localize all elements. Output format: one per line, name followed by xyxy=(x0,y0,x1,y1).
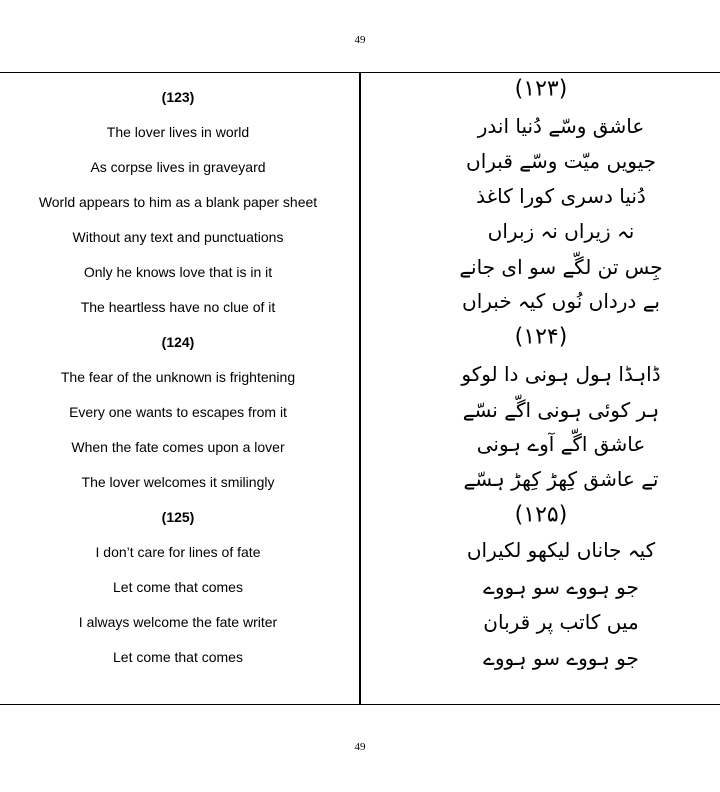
verse-line: Let come that comes xyxy=(113,649,243,665)
verse-line: میں کاتب پر قربان xyxy=(483,610,639,634)
bottom-rule xyxy=(0,704,720,705)
verse-line: World appears to him as a blank paper sheet xyxy=(38,194,318,210)
verse-line: ڈاہڈا ہول ہونی دا لوکو xyxy=(461,362,661,386)
page-number-top: 49 xyxy=(354,34,366,46)
verse-line: When the fate comes upon a lover xyxy=(71,439,285,455)
verse-line: I don’t care for lines of fate xyxy=(95,544,261,560)
verse-line: Every one wants to escapes from it xyxy=(69,404,287,420)
stanza-number: (۱۲۳) xyxy=(514,76,568,102)
verse-line: The lover lives in world xyxy=(106,124,250,140)
verse-line: عاشق اگّے آوے ہونی xyxy=(476,432,646,456)
column-divider xyxy=(359,72,361,705)
verse-line: Without any text and punctuations xyxy=(72,229,284,245)
verse-line: جو ہووے سو ہووے xyxy=(483,646,639,670)
verse-line: The fear of the unknown is frightening xyxy=(60,369,296,385)
stanza-number: (125) xyxy=(161,509,195,525)
verse-line: جیویں میّت وسّے قبراں xyxy=(466,149,656,173)
verse-line: The heartless have no clue of it xyxy=(80,299,276,315)
stanza-number: (124) xyxy=(161,334,195,350)
verse-line: تے عاشق کِھڑ کِھڑ ہسّے xyxy=(463,467,659,491)
stanza-number: (123) xyxy=(161,89,195,105)
page-number-bottom: 49 xyxy=(354,741,366,753)
verse-line: Only he knows love that is in it xyxy=(83,264,273,280)
stanza-number: (۱۲۵) xyxy=(514,502,568,528)
verse-line: کیہ جاناں لیکھو لکیراں xyxy=(466,538,656,562)
verse-line: عاشق وسّے دُنیا اندر xyxy=(477,114,645,138)
verse-line: نہ زیراں نہ زبراں xyxy=(487,219,635,243)
verse-line: As corpse lives in graveyard xyxy=(90,159,266,175)
verse-line: I always welcome the fate writer xyxy=(78,614,278,630)
verse-line: بے درداں نُوں کیہ خبراں xyxy=(462,289,660,313)
verse-line: جِس تن لگّے سو ای جانے xyxy=(459,255,663,279)
stanza-number: (۱۲۴) xyxy=(514,324,568,350)
verse-line: Let come that comes xyxy=(113,579,243,595)
verse-line: دُنیا دسری کورا کاغذ xyxy=(476,184,646,208)
verse-line: ہر کوئی ہونی اگّے نسّے xyxy=(462,398,660,422)
verse-line: جو ہووے سو ہووے xyxy=(483,575,639,599)
verse-line: The lover welcomes it smilingly xyxy=(81,474,275,490)
